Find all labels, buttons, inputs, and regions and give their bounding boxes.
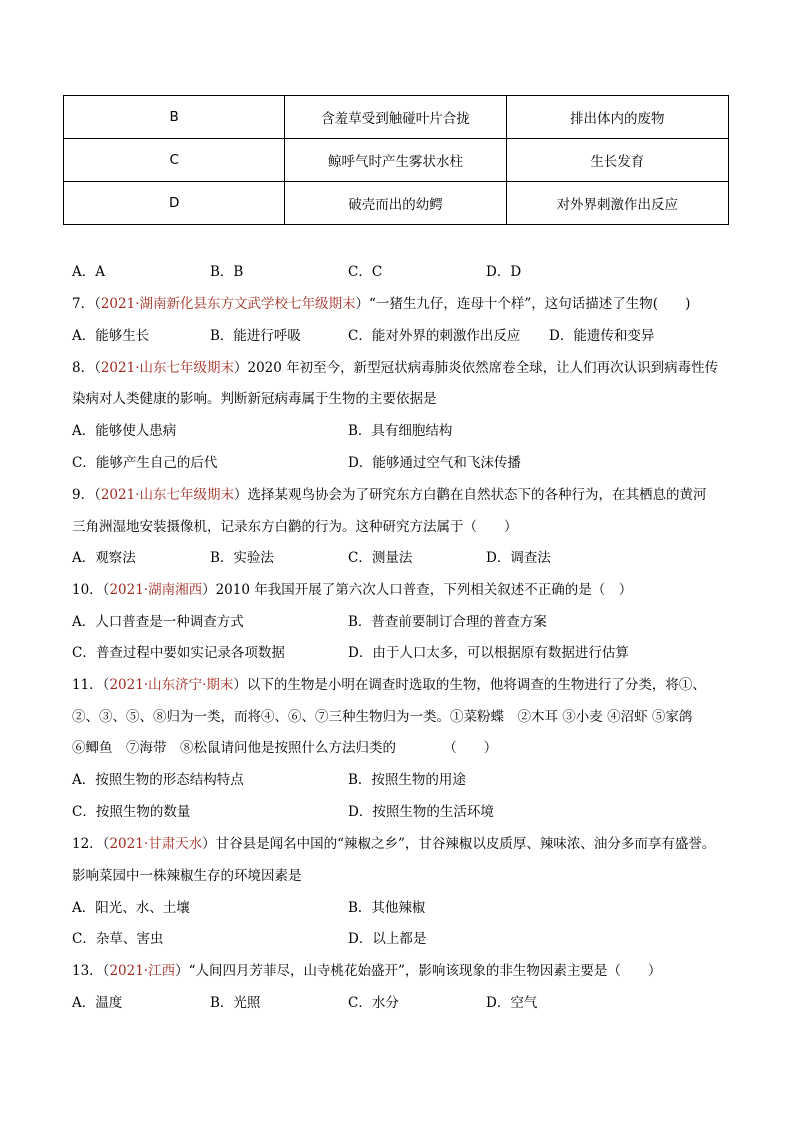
q13-option-d: D．空气 [486,995,538,1011]
question-number: 8．（ [72,360,101,376]
q12-stem-cont: 影响菜园中一株辣椒生存的环境因素是 [72,868,302,884]
q12-stem [72,834,715,854]
table-row [64,182,729,225]
q9-option-d: D．调查法 [486,550,551,566]
question-text: ）甘谷县是闻名中国的“辣椒之乡”，甘谷辣椒以皮质厚、辣味浓、油分多而享有盛誉。 [202,836,716,852]
table-cell: 对外界刺激作出反应 [506,182,728,225]
q7-stem [72,294,690,314]
table-cell: B [64,96,285,139]
q12-option-d: D．以上都是 [348,931,427,947]
q6-option-c: C．C [348,264,383,280]
question-number: 9．（ [72,487,101,503]
q11-option-a: A．按照生物的形态结构特点 [72,772,244,788]
q8-option-b: B．具有细胞结构 [348,423,453,439]
q11-stem [72,675,706,695]
question-source: 2021·山东七年级期末 [100,487,234,503]
q9-option-b: B．实验法 [210,550,274,566]
question-source: 2021·山东济宁·期末 [109,677,234,693]
question-source: 2021·山东七年级期末 [100,360,234,376]
q7-option-d: D．能遗传和变异 [549,328,655,344]
q8-stem-cont: 染病对人类健康的影响。判断新冠病毒属于生物的主要依据是 [72,391,437,407]
table-cell: 生长发育 [506,139,728,182]
table-cell: 排出体内的废物 [506,96,728,139]
q6-option-b: B．B [210,264,244,280]
q10-option-c: C．普查过程中要如实记录各项数据 [72,645,285,661]
question-text: ）2020 年初至今，新型冠状病毒肺炎依然席卷全球，让人们再次认识到病毒性传 [234,360,719,376]
q8-option-c: C．能够产生自己的后代 [72,455,218,471]
question-source: 2021·湖南湘西 [109,582,203,598]
options-table [63,95,729,225]
q6-option-d: D．D [486,264,522,280]
q10-option-a: A．人口普查是一种调查方式 [72,614,244,630]
q13-stem [72,961,661,981]
q11-option-c: C．按照生物的数量 [72,804,191,820]
q7-option-a: A．能够生长 [72,328,150,344]
table-row [64,139,729,182]
q11-stem-cont: ②、③、⑤、⑧归为一类，而将④、⑥、⑦三种生物归为一类。①菜粉蝶 ②木耳 ③小麦 ④沼虾 ⑤家鸽 [72,709,693,725]
q12-option-b: B．其他辣椒 [348,900,426,916]
q13-option-a: A．温度 [72,995,123,1011]
question-text: ）“一猪生九仔，连母十个样”，这句话描述了生物( ) [355,296,691,312]
q9-stem-cont: 三角洲湿地安装摄像机，记录东方白鹳的行为。这种研究方法属于（ ） [72,519,518,535]
question-number: 12．（ [72,836,110,852]
question-source: 2021·甘肃天水 [109,836,203,852]
question-text: ）2010 年我国开展了第六次人口普查，下列相关叙述不正确的是（ ） [202,582,633,598]
q11-option-b: B．按照生物的用途 [348,772,466,788]
table-cell: 破壳而出的幼鳄 [285,182,506,225]
question-text: ）选择某观鸟协会为了研究东方白鹳在自然状态下的各种行为，在其栖息的黄河 [234,487,707,503]
q11-stem-cont: ⑥鲫鱼 ⑦海带 ⑧松鼠请问他是按照什么方法归类的 （ ） [72,740,498,756]
question-text: ）“人间四月芳菲尽，山寺桃花始盛开”，影响该现象的非生物因素主要是（ ） [175,963,662,979]
table-cell: 含羞草受到触碰叶片合拢 [285,96,506,139]
q7-option-c: C．能对外界的刺激作出反应 [348,328,521,344]
q9-option-a: A．观察法 [72,550,136,566]
question-number: 11．（ [72,677,110,693]
question-source: 2021·江西 [109,963,176,979]
question-number: 10．（ [72,582,110,598]
q13-option-b: B．光照 [210,995,261,1011]
table-cell: 鲸呼气时产生雾状水柱 [285,139,506,182]
question-source: 2021·湖南新化县东方文武学校七年级期末 [100,296,356,312]
table-cell: D [64,182,285,225]
q10-option-d: D．由于人口太多，可以根据原有数据进行估算 [348,645,629,661]
q12-option-a: A．阳光、水、土壤 [72,900,190,916]
table-cell: C [64,139,285,182]
q11-option-d: D．按照生物的生活环境 [348,804,494,820]
q12-option-c: C．杂草、害虫 [72,931,164,947]
q10-option-b: B．普查前要制订合理的普查方案 [348,614,547,630]
q9-stem [72,485,707,505]
q6-option-a: A．A [72,264,105,280]
question-text: ）以下的生物是小明在调查时选取的生物，他将调查的生物进行了分类，将①、 [233,677,706,693]
q10-stem [72,580,632,600]
table-row [64,96,729,139]
question-number: 7．（ [72,296,101,312]
q9-option-c: C．测量法 [348,550,413,566]
q13-option-c: C．水分 [348,995,399,1011]
q7-option-b: B．能进行呼吸 [210,328,301,344]
question-number: 13．（ [72,963,110,979]
q8-stem [72,358,718,378]
q8-option-a: A．能够使人患病 [72,423,177,439]
q8-option-d: D．能够通过空气和飞沫传播 [348,455,521,471]
